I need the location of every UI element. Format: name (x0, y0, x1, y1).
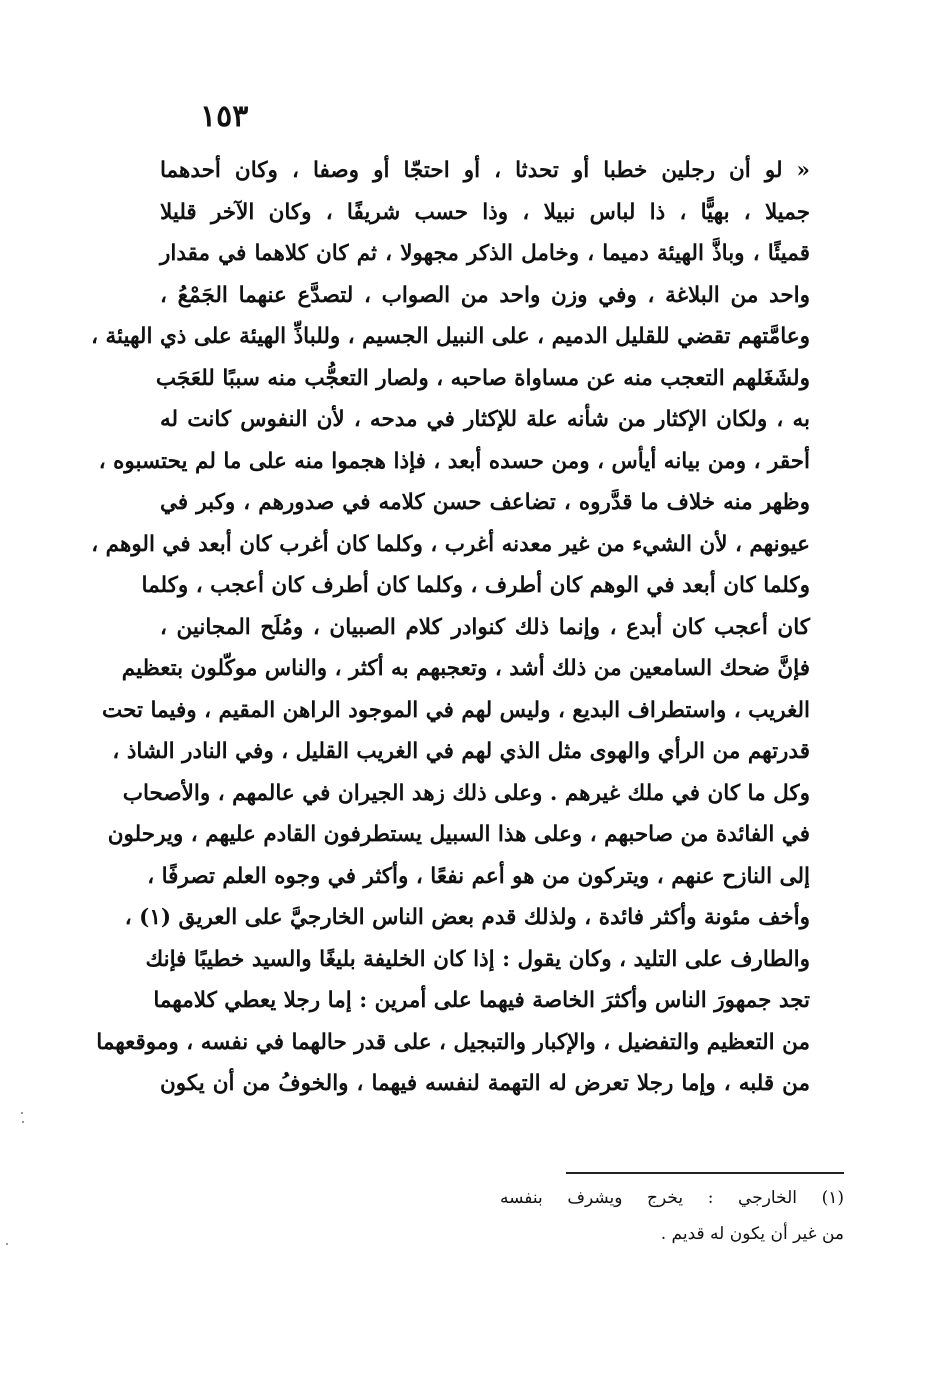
text-line: من قلبه ، وإما رجلا تعرض له التهمة لنفسه فيهما ، والخوفُ من أن يكون (160, 1071, 810, 1096)
text-line: عيونهم ، لأن الشيء من غير معدنه أغرب ، وكلما كان أغرب كان أبعد في الوهم ، (91, 531, 810, 557)
text-line: ولشَغَلهم التعجب منه عن مساواة صاحبه ، ولصار التعجُّب منه سببًا للعَجَب (155, 365, 810, 391)
text-line: وكلما كان أبعد في الوهم كان أطرف ، وكلما كان أطرف كان أعجب ، وكلما (141, 573, 810, 598)
text-line: الغريب ، واستطراف البديع ، وليس لهم في الموجود الراهن المقيم ، وفيما تحت (102, 697, 810, 723)
text-line: به ، ولكان الإكثار من شأنه علة للإكثار في مدحه ، لأن النفوس كانت له (160, 407, 810, 432)
text-line: وظهر منه خلاف ما قدَّروه ، تضاعف حسن كلامه في صدورهم ، وكبر في (160, 490, 810, 515)
text-line: من التعظيم والتفضيل ، والإكبار والتبجيل ، على قدر حالهما في نفسه ، وموقعهما (96, 1029, 810, 1055)
text-line: وكل ما كان في ملك غيرهم . وعلى ذلك زهد الجيران في عالمهم ، والأصحاب (122, 780, 810, 806)
text-line: كان أعجب كان أبدع ، وإنما ذلك كنوادر كلام الصبيان ، ومُلَح المجانين ، (160, 614, 810, 640)
text-line: تجد جمهورَ الناس وأكثرَ الخاصة فيهما على أمرين : إما رجلا يعطي كلامهما (153, 988, 810, 1013)
body-text (91, 150, 810, 1105)
scan-speck (21, 1112, 23, 1114)
text-line: واحد من البلاغة ، وفي وزن واحد من الصواب ، لتصدَّع عنهما الجَمْعُ ، (160, 282, 810, 308)
text-line: قدرتهم من الرأي والهوى مثل الذي لهم في الغريب القليل ، وفي النادر الشاذ ، (112, 739, 810, 764)
text-line: جميلا ، بهيًّا ، ذا لباس نبيلا ، وذا حسب شريفًا ، وكان الآخر قليلا (160, 199, 810, 225)
text-line: إلى النازح عنهم ، ويتركون من هو أعم نفعًا ، وأكثر في وجوه العلم تصرفًا ، (147, 863, 810, 889)
text-line: قميئًا ، وباذَّ الهيئة دميما ، وخامل الذكر مجهولا ، ثم كان كلاهما في مقدار (160, 241, 810, 266)
footnote-line: من غير أن يكون له قديم . (660, 1224, 844, 1244)
scan-speck (6, 1243, 8, 1245)
footnote-line: (١) الخارجي : يخرج ويشرف بنفسه (500, 1188, 844, 1208)
scan-speck (22, 1121, 24, 1123)
text-line: والطارف على التليد ، وكان يقول : إذا كان الخليفة بليغًا والسيد خطيبًا فإنك (145, 946, 810, 972)
footnote (500, 1180, 844, 1252)
text-line: أحقر ، ومن بيانه أيأس ، ومن حسده أبعد ، فإذا هجموا منه على ما لم يحتسبوه ، (98, 448, 810, 474)
text-line: فإنَّ ضحك السامعين من ذلك أشد ، وتعجبهم به أكثر ، والناس موكّلون بتعظيم (121, 656, 810, 681)
text-line: في الفائدة من صاحبهم ، وعلى هذا السبيل يستطرفون القادم عليهم ، ويرحلون (107, 822, 810, 847)
text-line: « لو أن رجلين خطبا أو تحدثا ، أو احتجّا أو وصفا ، وكان أحدهما (160, 158, 810, 183)
text-line: وأخف مئونة وأكثر فائدة ، ولذلك قدم بعض الناس الخارجيَّ على العريق (١) ، (124, 905, 810, 930)
footnote-divider (566, 1172, 844, 1174)
text-line: وعامَّتهم تقضي للقليل الدميم ، على النبيل الجسيم ، وللباذِّ الهيئة على ذي الهيئة ، (91, 324, 810, 349)
page-number: ١٥٣ (200, 99, 249, 134)
